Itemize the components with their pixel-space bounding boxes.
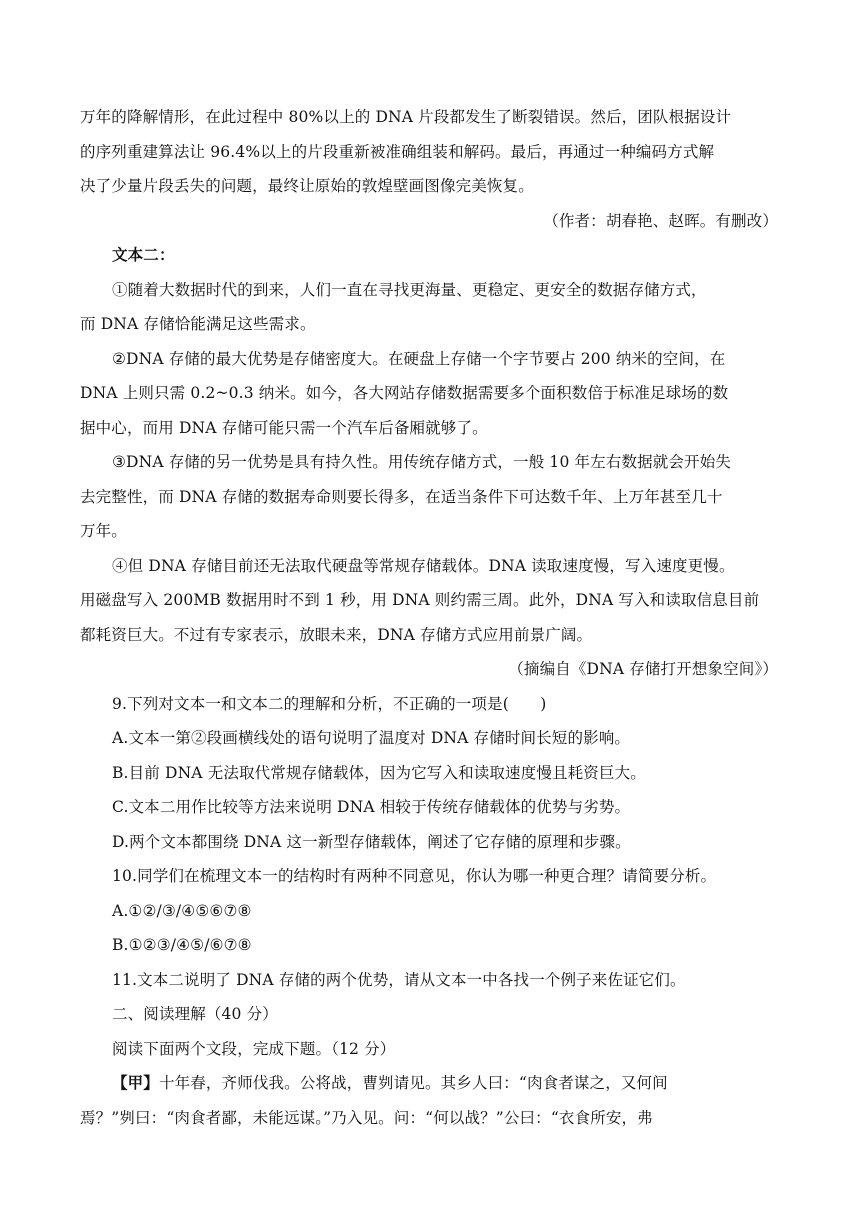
text2-heading: 文本二：: [112, 245, 175, 264]
text2-p2-line-1: ②DNA 存储的最大优势是存储密度大。在硬盘上存储一个字节要占 200 纳米的空间，在: [112, 349, 726, 368]
text1-line-3: 决了少量片段丢失的问题，最终让原始的敦煌壁画图像完美恢复。: [80, 177, 534, 195]
text2-p2-line-2: DNA 上则只需 0.2~0.3 纳米。如今，各大网站存储数据需要多个面积数倍于标准足球场的数: [80, 384, 729, 402]
text2-p3-line-2: 去完整性，而 DNA 存储的数据寿命则要长得多，在适当条件下可达数千年、上万年甚至几十: [80, 487, 723, 506]
passage-jia-line-1: [80, 1066, 780, 1101]
question-10-option-b: B.①②③/④⑤/⑥⑦⑧: [112, 936, 252, 954]
question-9-option-d: D.两个文本都围绕 DNA 这一新型存储载体，阐述了它存储的原理和步骤。: [112, 832, 631, 851]
section-2-intro: 阅读下面两个文段，完成下题。（12 分）: [112, 1039, 396, 1058]
question-9-option-c: C.文本二用作比较等方法来说明 DNA 相较于传统存储载体的优势与劣势。: [112, 798, 631, 816]
question-9-option-b: B.目前 DNA 无法取代常规存储载体，因为它写入和读取速度慢且耗资巨大。: [112, 763, 646, 782]
question-9: 9.下列对文本一和文本二的理解和分析，不正确的一项是( ): [112, 694, 547, 713]
text1-author: （作者：胡春艳、赵晖。有删改）: [543, 211, 778, 230]
text2-p4-line-2: 用磁盘写入 200MB 数据用时不到 1 秒，用 DNA 则约需三周。此外，DNA 写入和读取信息目前: [80, 591, 760, 609]
section-2-title: 二、阅读理解（40 分）: [112, 1005, 278, 1023]
text2-p1-line-2: 而 DNA 存储恰能满足这些需求。: [80, 315, 316, 333]
question-9-option-a: A.文本一第②段画横线处的语句说明了温度对 DNA 存储时间长短的影响。: [112, 729, 631, 747]
text2-p4-line-3: 都耗资巨大。不过有专家表示，放眼未来，DNA 存储方式应用前景广阔。: [80, 625, 593, 644]
question-11: 11.文本二说明了 DNA 存储的两个优势，请从文本一中各找一个例子来佐证它们。: [112, 970, 686, 989]
text2-p3-line-1: ③DNA 存储的另一优势是具有持久性。用传统存储方式，一般 10 年左右数据就会开始失: [112, 453, 732, 471]
question-10-option-a: A.①②/③/④⑤⑥⑦⑧: [112, 901, 252, 920]
text2-p3-line-3: 万年。: [80, 522, 127, 540]
text2-p2-line-3: 据中心，而用 DNA 存储可能只需一个汽车后备厢就够了。: [80, 418, 488, 437]
question-10: 10.同学们在梳理文本一的结构时有两种不同意见，你认为哪一种更合理？请简要分析。: [112, 867, 717, 885]
passage-jia-label: 【甲】: [112, 1073, 159, 1092]
passage-jia-line-2: 焉？”刿曰：“肉食者鄙，未能远谋。”乃入见。问：“何以战？”公曰：“衣食所安，弗: [80, 1108, 653, 1127]
text2-source: （摘编自《DNA 存储打开想象空间》）: [508, 660, 778, 678]
text2-p4-line-1: ④但 DNA 存储目前还无法取代硬盘等常规存储载体。DNA 读取速度慢，写入速度更慢。: [112, 556, 735, 575]
passage-jia-text: 十年春，齐师伐我。公将战，曹刿请见。其乡人曰：“肉食者谋之，又何间: [158, 1074, 668, 1092]
text2-p1-line-1: ①随着大数据时代的到来，人们一直在寻找更海量、更稳定、更安全的数据存储方式，: [112, 280, 707, 299]
document-page: [80, 100, 780, 1135]
text1-line-1: 万年的降解情形，在此过程中 80%以上的 DNA 片段都发生了断裂错误。然后，团队根据设计: [80, 108, 732, 126]
text1-line-2: 的序列重建算法让 96.4%以上的片段重新被准确组装和解码。最后，再通过一种编码方式解: [80, 142, 715, 161]
